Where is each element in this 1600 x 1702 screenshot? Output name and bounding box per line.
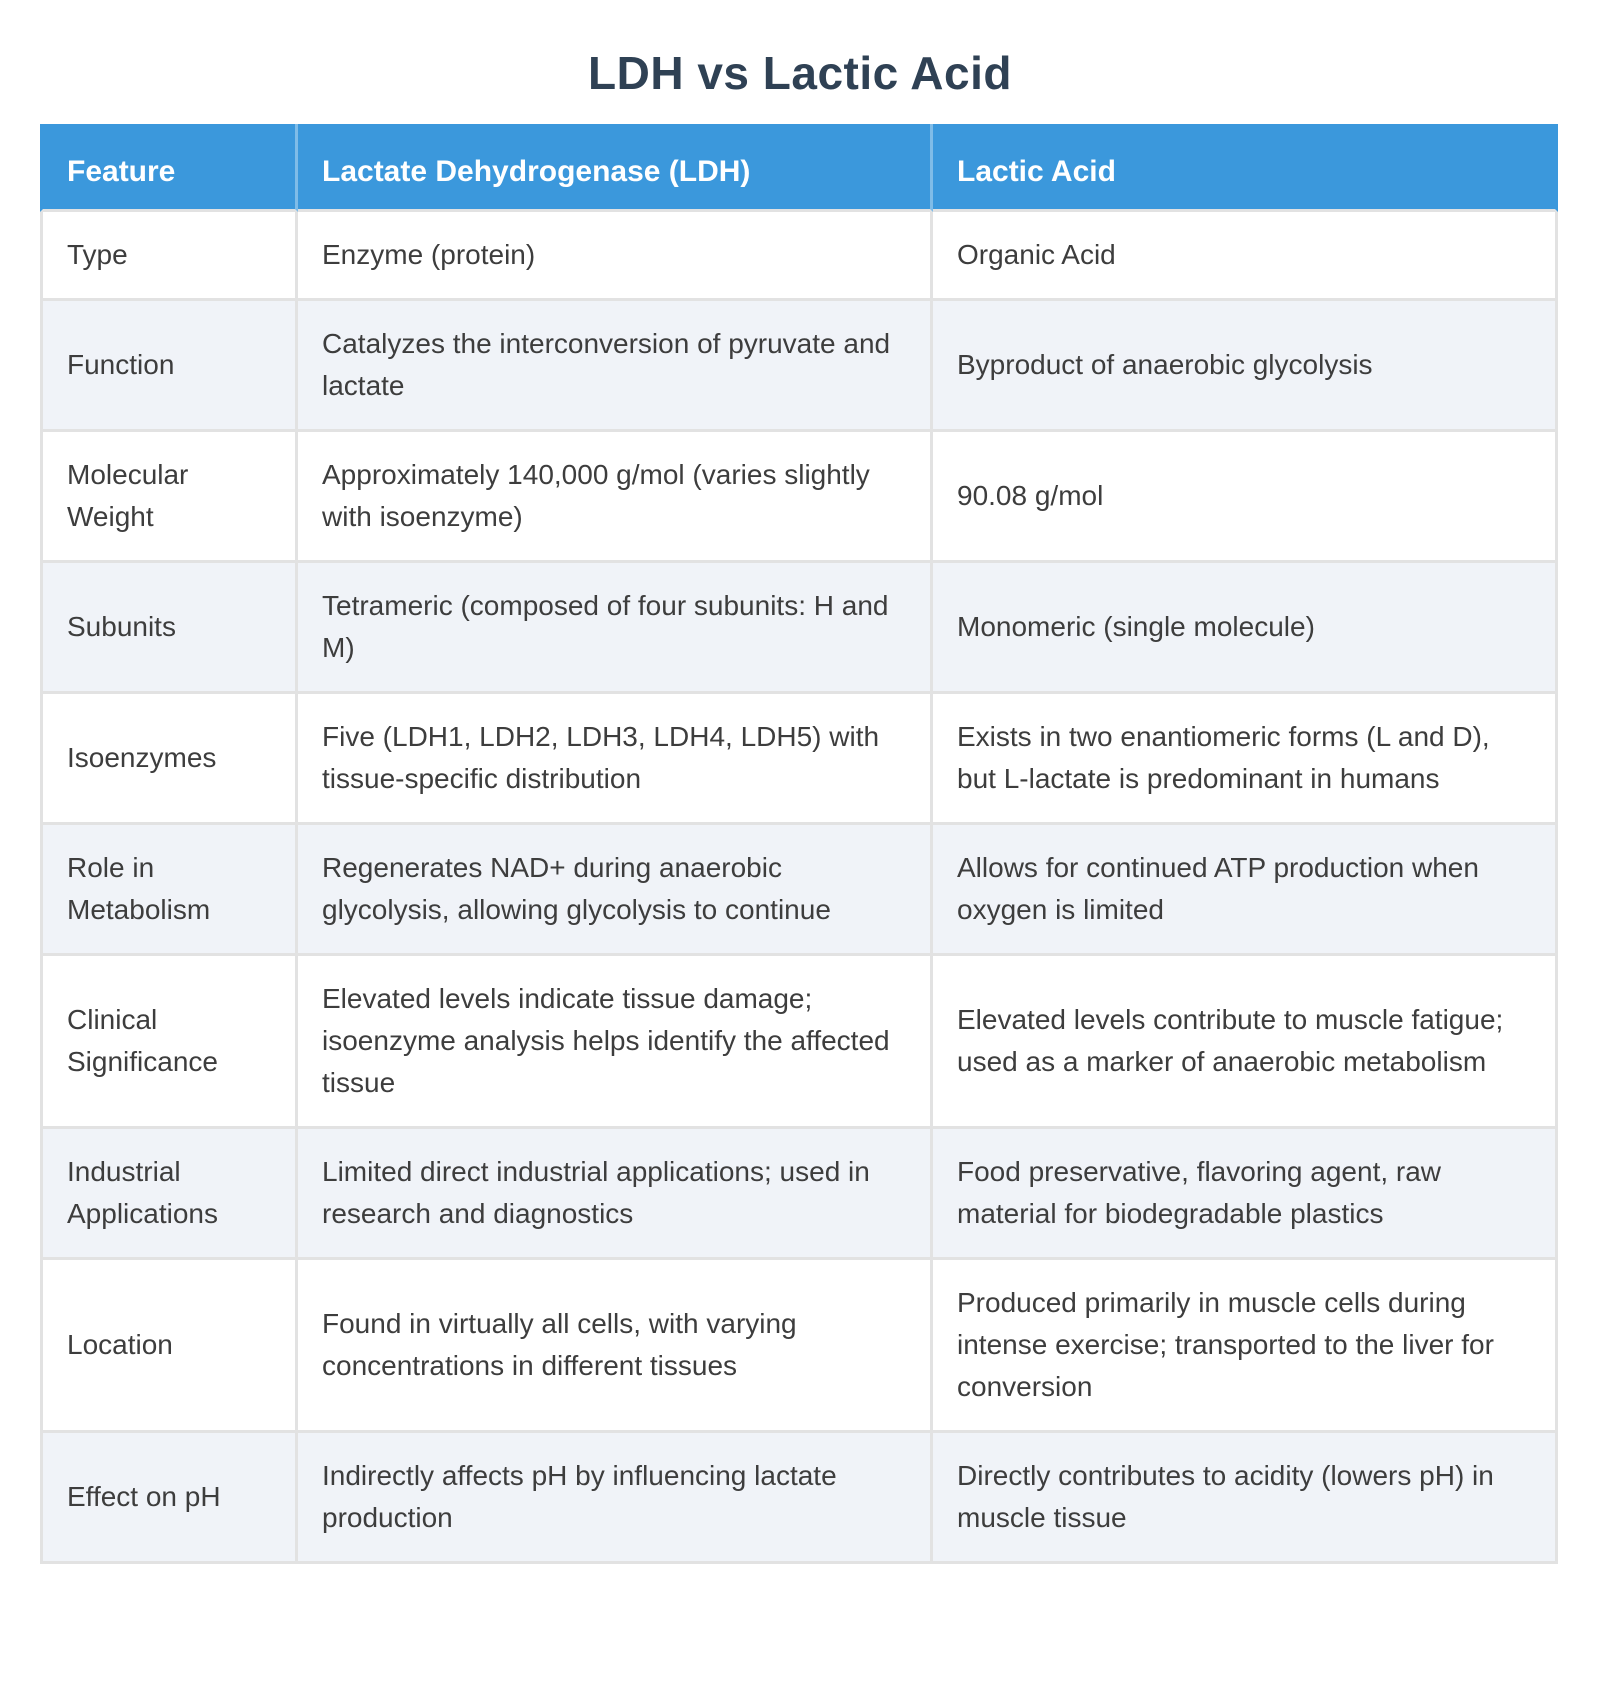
table-row — [40, 1260, 1558, 1433]
lactic-value-cell: Byproduct of anaerobic glycolysis — [933, 301, 1558, 432]
table-row — [40, 563, 1558, 694]
table-row — [40, 1433, 1558, 1564]
lactic-value-cell: Food preservative, flavoring agent, raw material for biodegradable plastics — [933, 1129, 1558, 1260]
table-row — [40, 825, 1558, 956]
feature-cell: Effect on pH — [40, 1433, 298, 1564]
feature-cell: Function — [40, 301, 298, 432]
feature-cell: Industrial Applications — [40, 1129, 298, 1260]
feature-cell: Isoenzymes — [40, 694, 298, 825]
table-header-row — [40, 124, 1558, 212]
lactic-value-cell: 90.08 g/mol — [933, 432, 1558, 563]
lactic-value-cell: Monomeric (single molecule) — [933, 563, 1558, 694]
ldh-value-cell: Limited direct industrial applications; used in research and diagnostics — [298, 1129, 933, 1260]
page-title: LDH vs Lactic Acid — [588, 47, 1012, 99]
ldh-value-cell: Regenerates NAD+ during anaerobic glycolysis, allowing glycolysis to continue — [298, 825, 933, 956]
ldh-value-cell: Five (LDH1, LDH2, LDH3, LDH4, LDH5) with tissue-specific distribution — [298, 694, 933, 825]
ldh-value-cell: Found in virtually all cells, with varying concentrations in different tissues — [298, 1260, 933, 1433]
table-row — [40, 212, 1558, 301]
ldh-value-cell: Indirectly affects pH by influencing lactate production — [298, 1433, 933, 1564]
lactic-value-cell: Allows for continued ATP production when oxygen is limited — [933, 825, 1558, 956]
ldh-value-cell: Catalyzes the interconversion of pyruvate and lactate — [298, 301, 933, 432]
table-row — [40, 694, 1558, 825]
feature-cell: Clinical Significance — [40, 956, 298, 1129]
feature-cell: Role in Metabolism — [40, 825, 298, 956]
comparison-table — [40, 124, 1558, 1564]
lactic-value-cell: Elevated levels contribute to muscle fatigue; used as a marker of anaerobic metabolism — [933, 956, 1558, 1129]
comparison-card — [40, 124, 1559, 1564]
lactic-value-cell: Exists in two enantiomeric forms (L and D), but L-lactate is predominant in humans — [933, 694, 1558, 825]
column-header-ldh: Lactate Dehydrogenase (LDH) — [298, 124, 933, 212]
column-header-feature: Feature — [40, 124, 298, 212]
lactic-value-cell: Organic Acid — [933, 212, 1558, 301]
feature-cell: Type — [40, 212, 298, 301]
lactic-value-cell: Directly contributes to acidity (lowers pH) in muscle tissue — [933, 1433, 1558, 1564]
lactic-value-cell: Produced primarily in muscle cells during intense exercise; transported to the liver for conversion — [933, 1260, 1558, 1433]
table-row — [40, 432, 1558, 563]
ldh-value-cell: Tetrameric (composed of four subunits: H and M) — [298, 563, 933, 694]
ldh-value-cell: Approximately 140,000 g/mol (varies slightly with isoenzyme) — [298, 432, 933, 563]
ldh-value-cell: Enzyme (protein) — [298, 212, 933, 301]
table-body — [40, 212, 1558, 1564]
table-row — [40, 1129, 1558, 1260]
feature-cell: Location — [40, 1260, 298, 1433]
header-row — [40, 124, 1558, 212]
table-row — [40, 956, 1558, 1129]
table-row — [40, 301, 1558, 432]
feature-cell: Molecular Weight — [40, 432, 298, 563]
feature-cell: Subunits — [40, 563, 298, 694]
ldh-value-cell: Elevated levels indicate tissue damage; isoenzyme analysis helps identify the affected tissue — [298, 956, 933, 1129]
column-header-lactic-acid: Lactic Acid — [933, 124, 1558, 212]
